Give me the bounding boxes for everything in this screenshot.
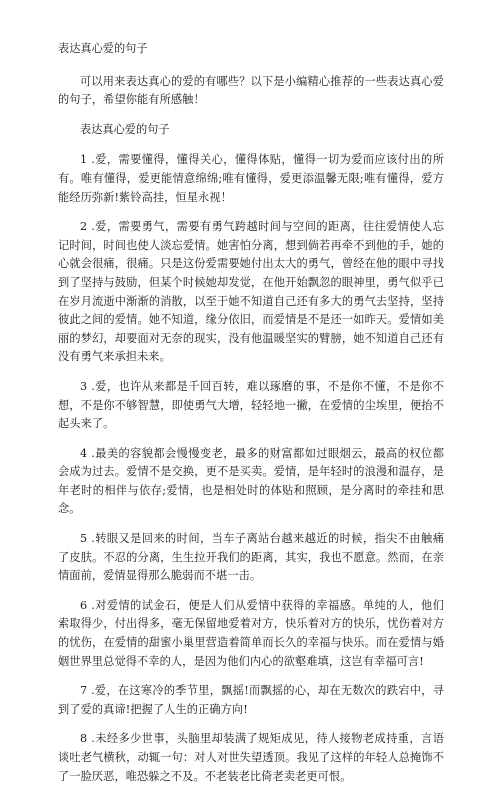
quote-paragraph-7: 7 .爱，在这寒冷的季节里，飘摇!而飘摇的心，却在无数次的跌宕中，寻到了爱的真谛!把握了人生的正确方向! (58, 684, 444, 716)
quote-paragraph-1: 1 .爱，需要懂得，懂得关心，懂得体贴，懂得一切为爱而应该付出的所有。唯有懂得，爱更能情意绵绵;唯有懂得，爱更添温馨无限;唯有懂得，爱方能经历弥新!紫铃高挂，恒星永视！ (58, 153, 444, 204)
quote-paragraph-3: 3 .爱，也许从来都是千回百转，难以琢磨的事，不是你不懂，不是你不想，不是你不够智慧，即使勇气大增，轻轻地一撇，在爱情的尘埃里，便抬不起头来了。 (58, 379, 444, 431)
quote-paragraph-8: 8 .未经多少世事，头脑里却装满了规矩成见，待人接物老成持重，言语谈吐老气横秋，动辄一句：对人对世失望透顶。我见了这样的年轻人总掩饰不了一脸厌恶，唯恐躲之不及。不老装老比倚老卖老更可恨。 (58, 732, 444, 783)
quote-paragraph-4: 4 .最美的容貌都会慢慢变老，最多的财富都如过眼烟云，最高的权位都会成为过去。爱情不是交换，更不是买卖。爱情，是年轻时的浪漫和温存，是年老时的相伴与依存;爱情，也是相处时的体贴和照顾，是分离时的牵挂和思念。 (58, 446, 444, 516)
quote-paragraph-6: 6 .对爱情的试金石，便是人们从爱情中获得的幸福感。单纯的人，他们索取得少，付出得多，毫无保留地爱着对方，快乐着对方的快乐，忧伤着对方的忧伤，在爱情的甜蜜小巢里营造着简单而长久的幸福与快乐。而在爱情与婚姻世界里总觉得不幸的人，是因为他们内心的欲壑难填，这岂有幸福可言! (58, 598, 444, 668)
document-title: 表达真心爱的句子 (58, 42, 148, 55)
quote-paragraph-2: 2 .爱，需要勇气，需要有勇气跨越时间与空间的距离，往往爱情使人忘记时间，时间也使人淡忘爱情。她害怕分离，想到倘若再牵不到他的手，她的心就会很痛，很痛。只是这份爱需要她付出太大的勇气，曾经在他的眼中寻找到了坚持与鼓励，但某个时候她却发觉，在他开始飘忽的眼神里，勇气似乎已在岁月流逝中渐渐的消散，以至于她不知道自己还有多大的勇气去坚持，坚持彼此之间的爱情。她不知道，缘分依旧，而爱情是不是还一如昨天。爱情如美丽的梦幻，却要面对无奈的现实，没有他温暖坚实的臂膀，她不知道自己还有没有勇气来承担未来。 (58, 220, 444, 364)
section-title: 表达真心爱的句子 (80, 122, 170, 136)
intro-paragraph: 可以用来表达真心的爱的有哪些？以下是小编精心推荐的一些表达真心爱的句子，希望你能有所感触！ (58, 74, 444, 107)
quote-paragraph-5: 5 .转眼又是回来的时间，当车子离站台越来越近的时候，指尖不由触痛了皮肤。不忍的分离，生生拉开我们的距离，其实，我也不愿意。然而，在亲情面前，爱情显得那么脆弱而不堪一击。 (58, 532, 444, 583)
